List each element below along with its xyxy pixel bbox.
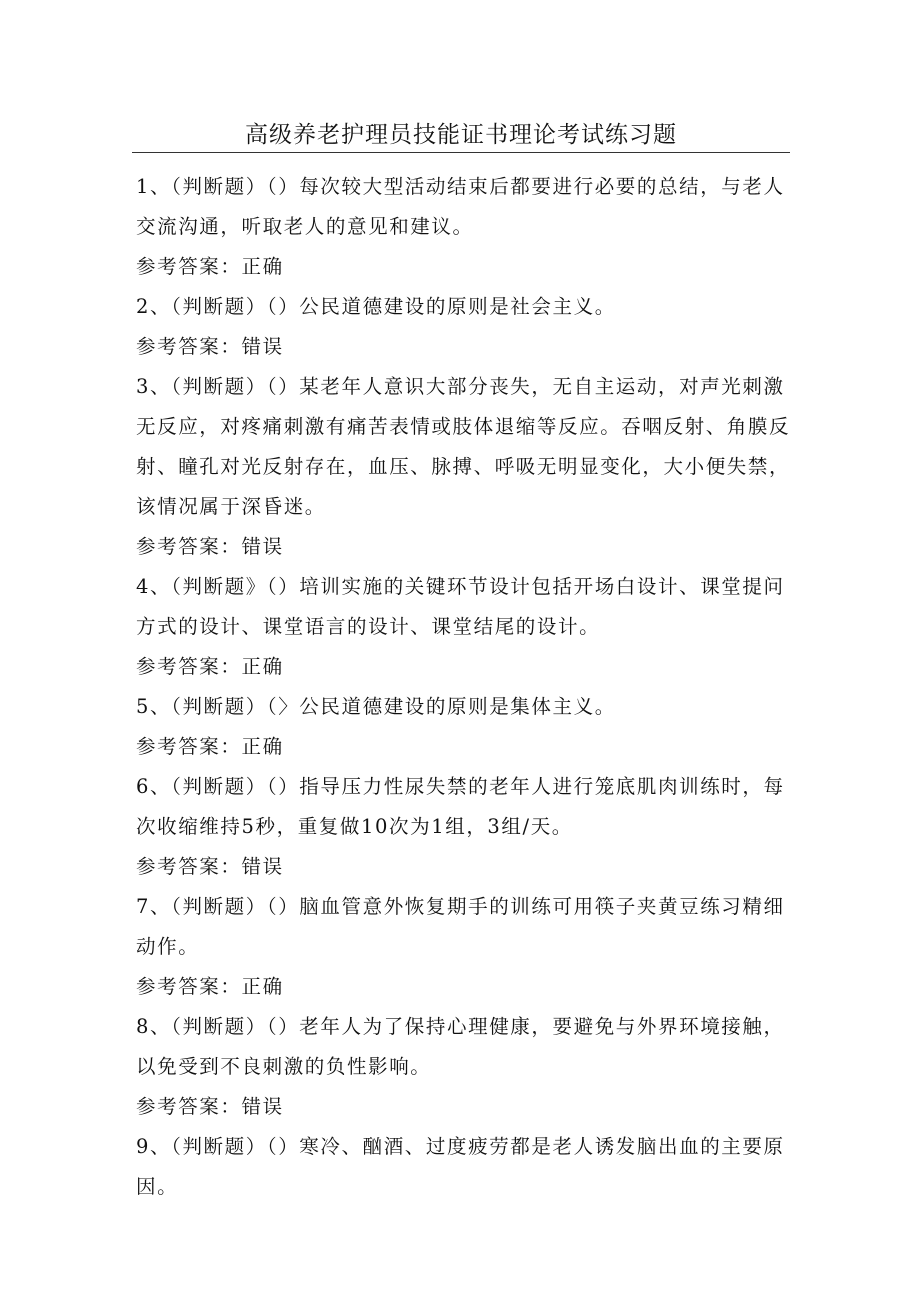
answer-7: 参考答案：正确 (136, 975, 284, 998)
question-8: 8、（判断题）（）老年人为了保持心理健康，要避免与外界环境接触，以免受到不良刺激的负性影响。 (136, 1015, 785, 1078)
answer-1: 参考答案：正确 (136, 255, 284, 278)
answer-6: 参考答案：错误 (136, 855, 284, 878)
question-list (136, 167, 792, 1207)
question-4: 4、（判断题》（）培训实施的关键环节设计包括开场白设计、课堂提问方式的设计、课堂语言的设计、课堂结尾的设计。 (136, 575, 785, 638)
answer-8: 参考答案：错误 (136, 1095, 284, 1118)
question-1: 1、（判断题）（）每次较大型活动结束后都要进行必要的总结，与老人交流沟通，听取老人的意见和建议。 (136, 175, 785, 238)
answer-4: 参考答案：正确 (136, 655, 284, 678)
question-9: 9、（判断题）（）寒冷、酗酒、过度疲劳都是老人诱发脑出血的主要原因。 (136, 1135, 785, 1198)
answer-2: 参考答案：错误 (136, 335, 284, 358)
answer-5: 参考答案：正确 (136, 735, 284, 758)
title-divider (132, 152, 790, 153)
page-title: 高级养老护理员技能证书理论考试练习题 (245, 122, 677, 148)
answer-3: 参考答案：错误 (136, 535, 284, 558)
question-5: 5、（判断题）（〉公民道德建设的原则是集体主义。 (136, 695, 616, 718)
question-2: 2、（判断题）（）公民道德建设的原则是社会主义。 (136, 295, 616, 318)
question-3: 3、（判断题）（）某老年人意识大部分丧失，无自主运动，对声光刺激无反应，对疼痛刺激有痛苦表情或肢体退缩等反应。吞咽反射、角膜反射、瞳孔对光反射存在，血压、脉搏、呼吸无明显变化，大小便失禁，该情况属于深昏迷。 (136, 375, 791, 518)
question-6: 6、（判断题）（）指导压力性尿失禁的老年人进行笼底肌肉训练时，每次收缩维持5秒，重复做10次为1组，3组/天。 (136, 775, 785, 838)
question-7: 7、（判断题）（）脑血管意外恢复期手的训练可用筷子夹黄豆练习精细动作。 (136, 895, 785, 958)
